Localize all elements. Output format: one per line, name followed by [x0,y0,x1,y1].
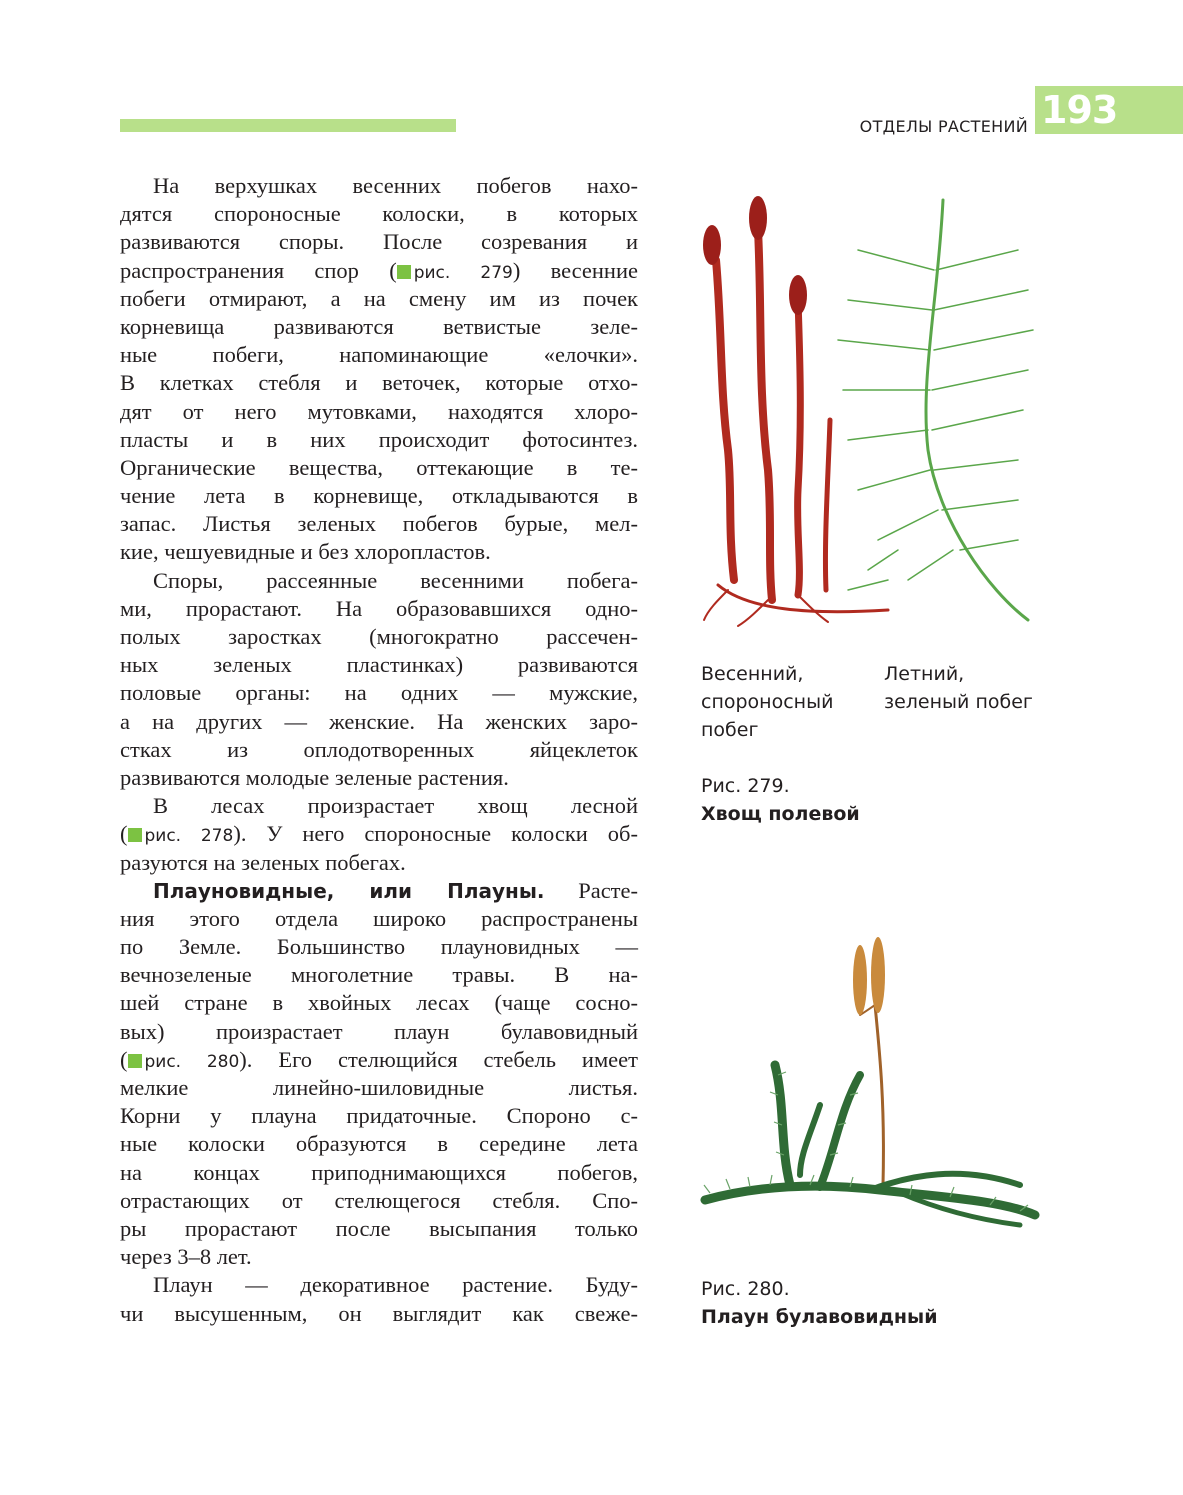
figure-279-label-spring: Весенний, спороносный побег [701,663,834,741]
text-fragment: ). У него спороносные колоски об- [233,821,638,847]
text-fragment: ( [120,1046,128,1072]
text-line: развиваются споры. После созревания и [120,229,638,255]
text-line: В лесах произрастает хвощ лесной [153,793,638,819]
text-line [120,257,638,285]
text-line: а на других — женские. На женских заро- [120,708,638,734]
text-line: ные колоски образуются в середине лета [120,1131,638,1157]
text-fragment: Расте- [544,877,638,903]
text-line: Органические вещества, оттекающие в те- [120,454,638,480]
text-line: половые органы: на одних — мужские, [120,680,638,706]
text-line: чение лета в корневище, откладываются в [120,483,638,509]
figure-279-title: Хвощ полевой [701,803,860,825]
fertile-stalk [860,1005,883,1185]
text-line [120,820,638,848]
section-title: ОТДЕЛЫ РАСТЕНИЙ [859,117,1028,136]
figure-279-horsetail-illustration [698,190,1038,630]
text-line: В клетках стебля и веточек, которые отхо- [120,370,638,396]
figure-280-clubmoss-illustration [700,935,1040,1235]
text-line: вечнозеленые многолетние травы. В на- [120,962,638,988]
text-line: корневища развиваются ветвистые зеле- [120,313,638,339]
text-line: вых) произрастает плаун булавовидный [120,1018,638,1044]
text-line: шей стране в хвойных лесах (чаще сосно- [120,990,638,1016]
text-line: через 3–8 лет. [120,1244,252,1270]
text-line: пласты и в них происходит фотосинтез. [120,426,638,452]
text-fragment: ( [120,821,128,847]
figure-reference-marker-icon [397,265,411,279]
text-line: чи высушенным, он выглядит как свеже- [120,1300,638,1326]
text-line: Споры, рассеянные весенними побега- [153,567,638,593]
figure-280-title: Плаун булавовидный [701,1306,938,1328]
text-line: побеги отмирают, а на смену им из почек [120,285,638,311]
text-line: Плаун — декоративное растение. Буду- [153,1272,638,1298]
text-line [120,1046,638,1074]
text-line: ные побеги, напоминающие «елочки». [120,342,638,368]
text-line: ми, прорастают. На образовавшихся одно- [120,595,638,621]
figure-reference-marker-icon [128,1054,142,1068]
figure-reference[interactable]: рис. 278 [144,826,234,847]
text-line: ния этого отдела широко распространены [120,905,638,931]
text-line: ных зеленых пластинках) развиваются [120,652,638,678]
creeping-stem [705,1065,1035,1225]
text-line: стках из оплодотворенных яйцеклеток [120,736,638,762]
summer-green-shoot [838,200,1033,620]
text-fragment: распространения спор ( [120,257,397,283]
figure-280-number: Рис. 280. [701,1278,790,1300]
figure-279-number: Рис. 279. [701,775,790,797]
text-line: развиваются молодые зеленые растения. [120,764,509,790]
text-line: На верхушках весенних побегов нахо- [153,173,638,198]
text-fragment: ). Его стелющийся стебель имеет [239,1046,638,1072]
figure-reference[interactable]: рис. 279 [413,262,513,283]
spore-strobili [853,937,885,1015]
section-heading: Плауновидные, или Плауны. [153,878,545,903]
text-line: отрастающих от стелющегося стебля. Спо- [120,1187,638,1213]
text-line: разуются на зеленых побегах. [120,849,406,875]
text-line: запас. Листья зеленых побегов бурые, мел- [120,511,638,537]
main-text [120,172,638,1328]
text-line: полых заростках (многократно рассечен- [120,624,638,649]
text-line: мелкие линейно-шиловидные листья. [120,1075,638,1100]
text-line: на концах приподнимающихся побегов, [120,1159,638,1185]
text-line: по Земле. Большинство плауновидных — [120,934,638,960]
figure-reference[interactable]: рис. 280 [144,1051,240,1072]
text-line: ры прорастают после высыпания только [120,1215,638,1241]
figure-reference-marker-icon [128,828,142,842]
header-accent-bar [120,119,456,132]
text-line: дятся спороносные колоски, в которых [120,201,638,227]
text-line: кие, чешуевидные и без хлоропластов. [120,539,491,565]
figure-279-label-summer: Летний, зеленый побег [884,663,1033,713]
page-number: 193 [1035,86,1183,134]
text-line: дят от него мутовками, находятся хлоро- [120,398,638,424]
text-line [120,877,638,905]
text-line: Корни у плауна придаточные. Спороно с- [120,1103,638,1129]
text-fragment: ) весенние [512,257,639,283]
